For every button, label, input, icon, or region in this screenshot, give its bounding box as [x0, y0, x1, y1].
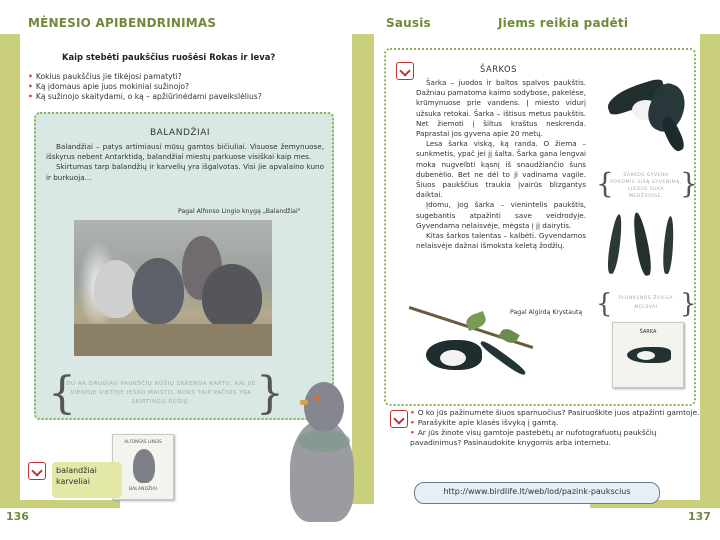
right-header-title: Jiems reikia padėti [498, 16, 629, 30]
left-page-band [0, 34, 20, 504]
right-brace-close-2: } [680, 289, 697, 319]
fountain-base [74, 324, 272, 356]
center-header-title: Sausis [386, 16, 431, 30]
task-item: • O ko jūs pažinumėte šiuos sparnuočius? Pasiruoškite juos atpažinti gamtoje. [410, 408, 700, 417]
right-faded-note-2: PLUNKSNOS ŽVILGA MELSVAI [618, 296, 674, 310]
pigeon-illustration [270, 382, 360, 522]
right-page-band [700, 34, 720, 504]
words-tag [52, 462, 122, 498]
tag-word: karveliai [56, 477, 90, 486]
magpie-book-cover [612, 322, 684, 388]
book-pigeon-illustration [133, 449, 155, 483]
pigeons-photo [74, 220, 272, 356]
left-article-body: Balandžiai – patys artimiausi mūsų gamtos bičiuliai. Visuose žemynuose, išskyrus nebent Antarktidą, balandžiai miestų parkuose visiškai kaip mes. Skirtumas tarp balandžių ir karvelių yra išgalvotas. Visi jie apvalaino kuno ir burkuoja... [46, 142, 324, 182]
notebook-icon [390, 410, 408, 428]
right-tasks-list [410, 408, 700, 448]
left-header-title: MĖNESIO APIBENDRINIMAS [28, 16, 217, 30]
question-item: • Kokius paukščius jie tikėjosi pamatyti? [28, 72, 182, 81]
right-article-source: Pagal Algirdą Krystautą [510, 309, 583, 316]
birdlife-link[interactable]: http://www.birdlife.lt/web/lod/pazink-paukscius [414, 482, 660, 504]
left-article-source: Pagal Alfonso Lingio knygą „Balandžiai" [178, 208, 301, 215]
right-brace-close-1: } [680, 167, 698, 200]
question-item: • Ką įdomaus apie juos mokiniai sužinojo? [28, 82, 190, 91]
right-page-number: 137 [688, 510, 711, 523]
tag-word: balandžiai [56, 466, 97, 475]
book-subtitle: BALANDŽIAI [128, 487, 158, 492]
left-faded-note: DU AR DAUGIAU PAUKŠČIŲ RŪŠIŲ SKRENDA KARTU, KAI JIE VIENOJE VIETOJE IEŠKO MAISTO, NORS TAIP PAČIOS YRA SKIRTINGŲ RŪŠIŲ. [66, 381, 256, 405]
pigeon-shape [202, 264, 262, 330]
right-brace-open-1: { [596, 167, 614, 200]
question-item: • Ką sužinojo skaitydami, o ką – apžiūrinėdami paveikslėlius? [28, 92, 262, 101]
flying-magpie-illustration [596, 66, 692, 156]
book-author: ALFONSAS LINGIS [124, 439, 162, 444]
pigeon-shape [132, 258, 184, 324]
notebook-icon [28, 462, 46, 480]
bottom-band-left [0, 500, 120, 508]
left-questions-list [28, 72, 338, 102]
magpie-on-branch-illustration [396, 306, 536, 404]
right-article-body: Šarka – juodos ir baltos spalvos paukštis. Dažniau pamatoma kaimo sodybose, pakelėse, krūmynuose prie vandens. Į miesto vidurį užsuka retokai. Šarka – ištisus metus paukštis. Net žiemoti į šiltus kraštus neskrenda. Paprastai jos gyvena apie 20 metų. Lesa šarka viską, ką randa. O žiema – sunkmetis, ypač jei jį šalta. Šarka gana lengvai moka nugvelbti kąsnį iš snaudžiančio šuns dubenėlio. Bet ne dėl to ji vadinama vagile. Šiuos paukščius traukia įvairūs blizgantys daiktai. Įdomu, jog šarka – vienintelis paukštis, sugebantis atpažinti save veidrodyje. Gyvendama nelaisvėje, mėgsta į jį dairytis. Kitas šarkos talentas – kalbėti. Gyvendamos nelaisvėje dažnai išmoksta keletą žodžių. [416, 78, 586, 251]
left-brace-close: } [256, 368, 284, 419]
task-item: • Ar jūs žinote visų gamtoje pastebėtų ar nufotografuotų paukščių pavadinimus? Pasinaudokite knygomis arba internetu. [410, 428, 657, 447]
right-faded-note-1: ŠARKOS GYVENA POROMIS VISĄ GYVENIMĄ, LIZDUS SUKA MEDŽIUOSE. [610, 173, 682, 199]
book-title: ŠARKA [639, 329, 657, 335]
right-brace-open-2: { [596, 289, 613, 319]
left-article-title: BALANDŽIAI [150, 128, 211, 138]
left-page-number: 136 [6, 510, 29, 523]
notebook-icon [396, 62, 414, 80]
left-section-heading: Kaip stebėti paukščius ruošėsi Rokas ir Ieva? [62, 52, 276, 62]
task-item: • Parašykite apie klasės išvyką į gamtą. [410, 418, 559, 427]
left-brace-open: { [48, 368, 76, 419]
right-article-title: ŠARKOS [480, 64, 517, 74]
